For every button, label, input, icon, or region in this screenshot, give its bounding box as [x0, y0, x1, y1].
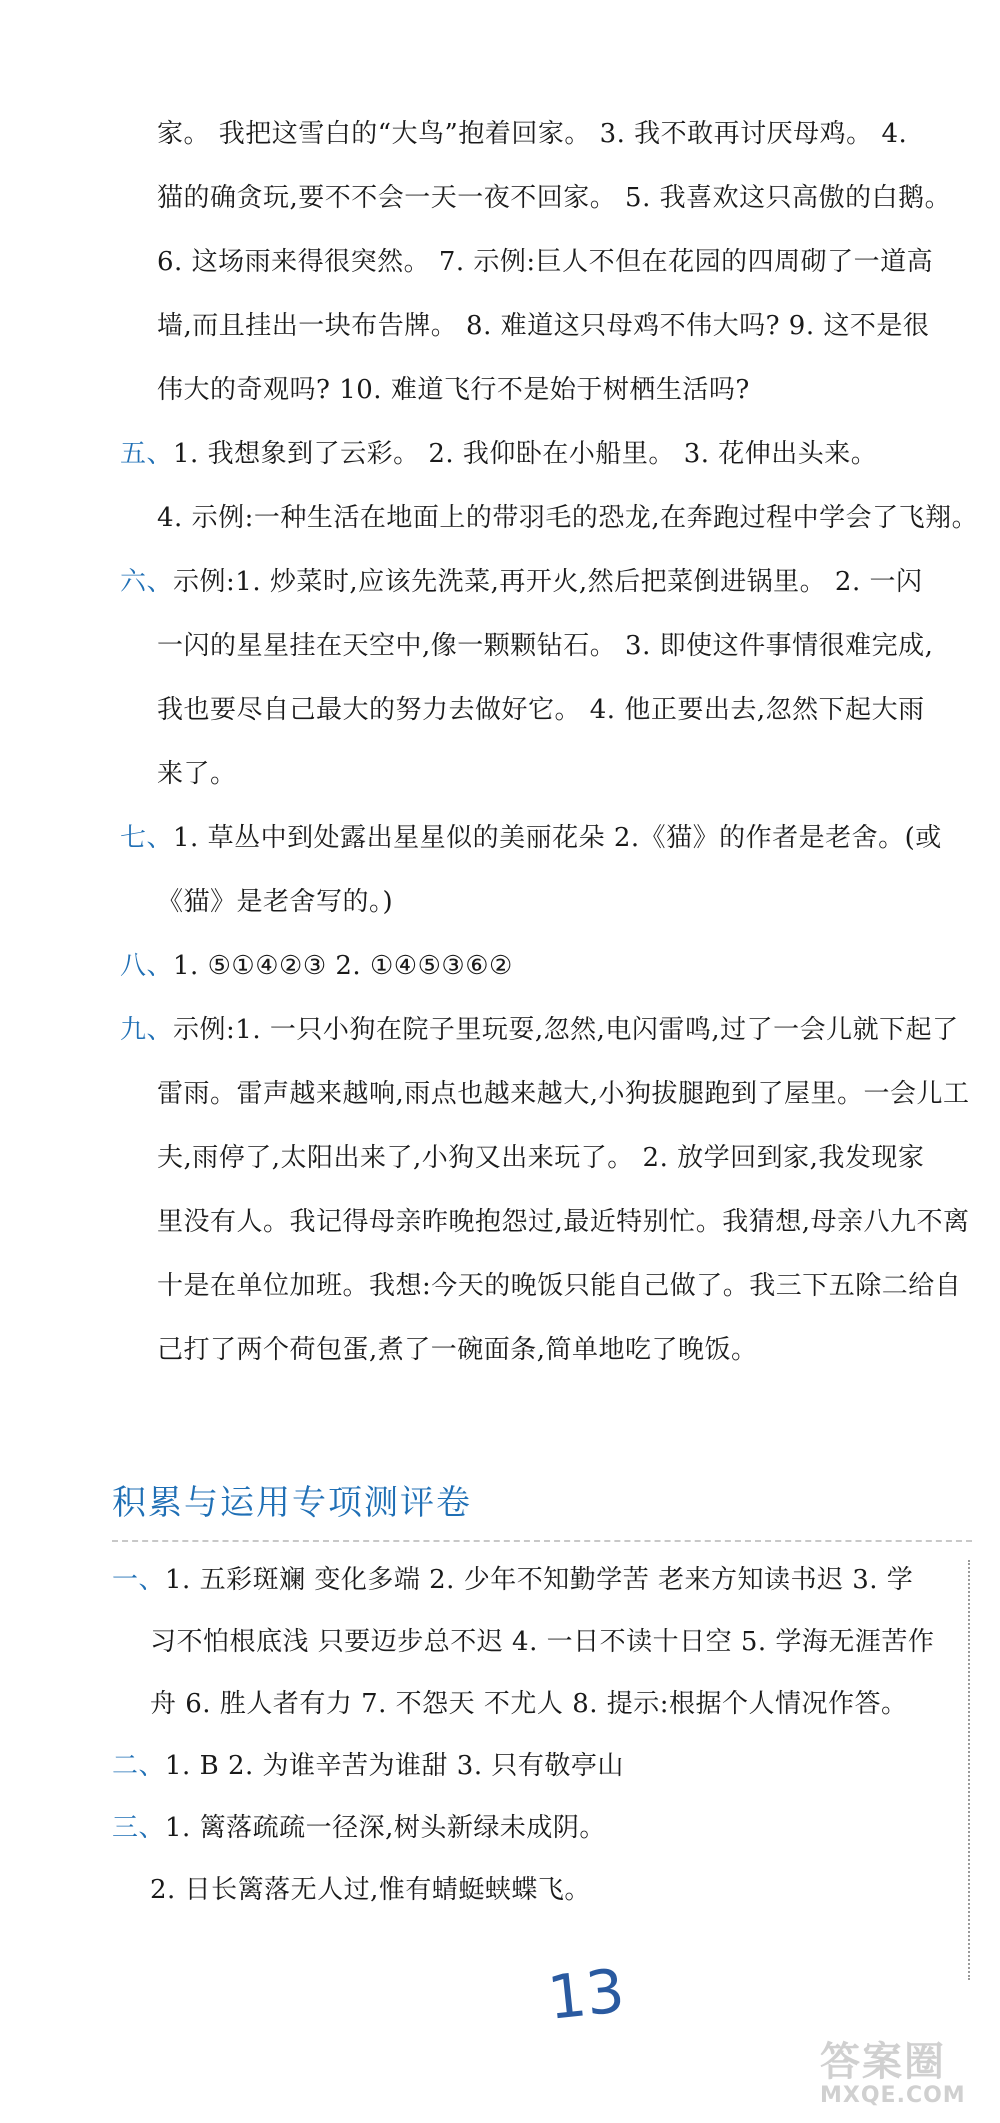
answer-line-19: [157, 1269, 961, 1303]
answer-text: 我也要尽自己最大的努力去做好它。 4. 他正要出去,忽然下起大雨: [157, 695, 925, 725]
section-marker: 五、: [120, 439, 174, 469]
watermark-logo: [820, 2030, 990, 2110]
answer-line-14: [120, 949, 513, 983]
answer-text: 己打了两个荷包蛋,煮了一碗面条,简单地吃了晚饭。: [157, 1335, 758, 1365]
answer-text: 家。 我把这雪白的“大鸟”抱着回家。 3. 我不敢再讨厌母鸡。 4.: [157, 119, 908, 149]
answer-text: 4. 示例:一种生活在地面上的带羽毛的恐龙,在奔跑过程中学会了飞翔。: [157, 503, 979, 533]
answer-text: 1. 篱落疏疏一径深,树头新绿未成阴。: [165, 1813, 606, 1843]
answer-line-25: [112, 1811, 606, 1845]
answer-text: 6. 这场雨来得很突然。 7. 示例:巨人不但在花园的四周砌了一道高: [157, 247, 934, 277]
answer-line-26: [150, 1873, 591, 1907]
answer-line-6: [120, 437, 877, 471]
answer-line-13: [157, 885, 393, 919]
answer-text: 《猫》是老舍写的。): [157, 887, 394, 917]
section-marker: 八、: [120, 951, 174, 981]
section-marker: 九、: [120, 1015, 174, 1045]
answer-line-17: [157, 1141, 924, 1175]
answer-line-20: [157, 1333, 758, 1367]
answer-line-2: [157, 181, 951, 215]
answer-line-10: [157, 693, 925, 727]
watermark-url: MXQE.COM: [820, 2083, 966, 2108]
answer-line-22: [150, 1625, 934, 1659]
answer-text: 来了。: [157, 759, 237, 789]
title-divider: [112, 1540, 972, 1542]
answer-text: 示例:1. 炒菜时,应该先洗菜,再开火,然后把菜倒进锅里。 2. 一闪: [173, 567, 923, 597]
answer-text: 雷雨。雷声越来越响,雨点也越来越大,小狗拔腿跑到了屋里。一会儿工: [157, 1079, 970, 1109]
answer-text: 1. 我想象到了云彩。 2. 我仰卧在小船里。 3. 花伸出头来。: [173, 439, 878, 469]
answer-line-4: [157, 309, 929, 343]
watermark-text: 答案圈: [820, 2039, 946, 2085]
answer-text: 里没有人。我记得母亲昨晚抱怨过,最近特别忙。我猜想,母亲八九不离: [157, 1207, 970, 1237]
answer-text: 1. 五彩斑斓 变化多端 2. 少年不知勤学苦 老来方知读书迟 3. 学: [165, 1565, 914, 1595]
section-marker: 六、: [120, 567, 174, 597]
answer-line-1: [157, 117, 907, 151]
answer-text: 伟大的奇观吗? 10. 难道飞行不是始于树栖生活吗?: [157, 375, 750, 405]
section-marker: 一、: [112, 1565, 166, 1595]
answer-text: 夫,雨停了,太阳出来了,小狗又出来玩了。 2. 放学回到家,我发现家: [157, 1143, 925, 1173]
answer-line-18: [157, 1205, 970, 1239]
answer-line-3: [157, 245, 933, 279]
answer-line-12: [120, 821, 942, 855]
answer-text: 2. 日长篱落无人过,惟有蜻蜓蛱蝶飞。: [150, 1875, 591, 1905]
answer-text: 一闪的星星挂在天空中,像一颗颗钻石。 3. 即使这件事情很难完成,: [157, 631, 934, 661]
answer-line-8: [120, 565, 922, 599]
answer-line-9: [157, 629, 933, 663]
answer-line-24: [112, 1749, 624, 1783]
answer-line-11: [157, 757, 237, 791]
answer-line-7: [157, 501, 978, 535]
answer-text: 示例:1. 一只小狗在院子里玩耍,忽然,电闪雷鸣,过了一会儿就下起了: [173, 1015, 959, 1045]
section-title: 积累与运用专项测评卷: [112, 1483, 472, 1523]
section-marker: 二、: [112, 1751, 166, 1781]
answer-line-21: [112, 1563, 913, 1597]
answer-text: 1. B 2. 为谁辛苦为谁甜 3. 只有敬亭山: [165, 1751, 624, 1781]
answer-line-16: [157, 1077, 970, 1111]
answer-text: 习不怕根底浅 只要迈步总不迟 4. 一日不读十日空 5. 学海无涯苦作: [150, 1627, 935, 1657]
answer-text: 墙,而且挂出一块布告牌。 8. 难道这只母鸡不伟大吗? 9. 这不是很: [157, 311, 930, 341]
section-marker: 三、: [112, 1813, 166, 1843]
answer-text: 1. ⑤①④②③ 2. ①④⑤③⑥②: [173, 951, 513, 981]
margin-dotted-line: [968, 1560, 970, 1980]
answer-text: 十是在单位加班。我想:今天的晚饭只能自己做了。我三下五除二给自: [157, 1271, 962, 1301]
answer-line-5: [157, 373, 750, 407]
answer-text: 猫的确贪玩,要不不会一天一夜不回家。 5. 我喜欢这只高傲的白鹅。: [157, 183, 952, 213]
answer-text: 舟 6. 胜人者有力 7. 不怨天 不尤人 8. 提示:根据个人情况作答。: [150, 1689, 908, 1719]
section-marker: 七、: [120, 823, 174, 853]
answer-line-15: [120, 1013, 959, 1047]
answer-text: 1. 草丛中到处露出星星似的美丽花朵 2.《猫》的作者是老舍。(或: [173, 823, 942, 853]
answer-line-23: [150, 1687, 908, 1721]
handwritten-page-number: 13: [544, 1956, 628, 2034]
